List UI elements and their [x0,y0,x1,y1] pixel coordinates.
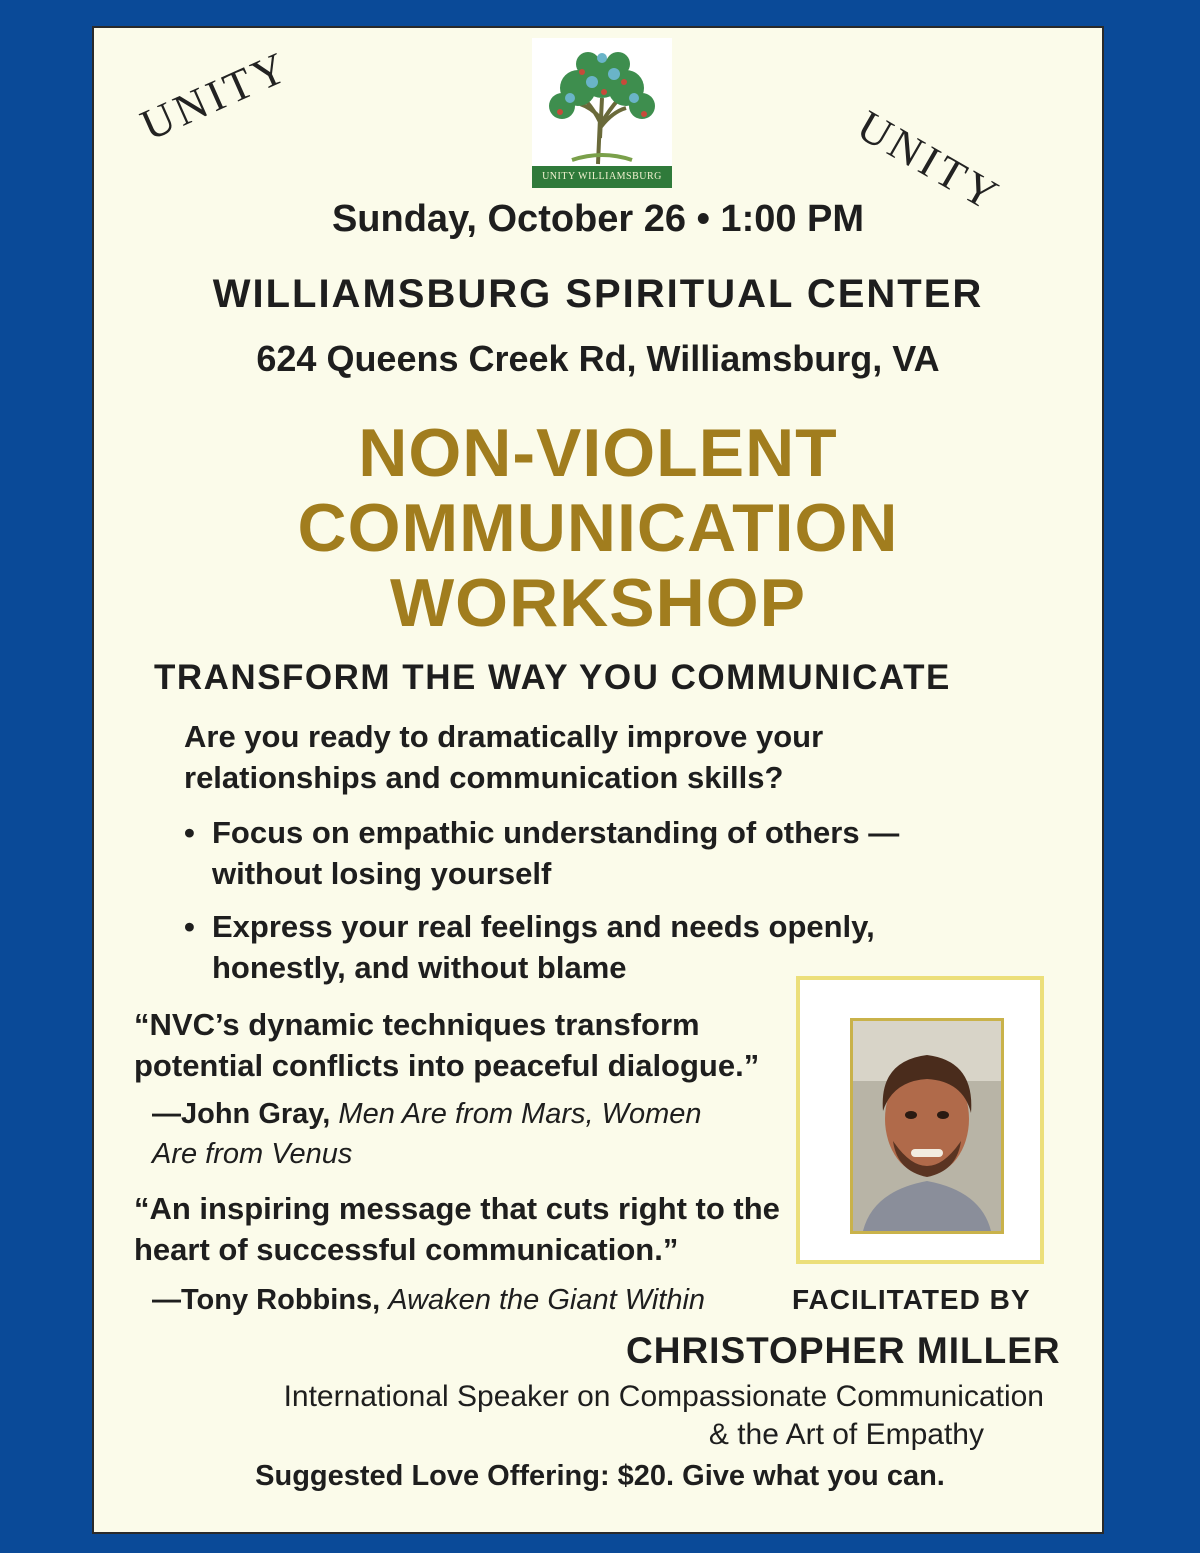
intro-question: Are you ready to dramatically improve your relationships and communication skills? [184,719,824,795]
facilitated-by-label: FACILITATED BY [792,1284,1031,1315]
title-line-1: NON-VIOLENT [358,415,838,491]
quote-author: —Tony Robbins, [152,1284,381,1316]
facilitator-photo-frame [796,976,1044,1264]
bullet-item [184,812,944,894]
facilitator-name: CHRISTOPHER MILLER [626,1330,1061,1371]
quote-attribution [152,1280,802,1320]
title-line-3: WORKSHOP [390,565,806,641]
unity-williamsburg-logo [532,38,672,188]
bullet-text: Express your real feelings and needs openly, honestly, and without blame [212,909,875,985]
facilitator-title-line-2: & the Art of Empathy [708,1418,984,1451]
quote-source: Men Are from Mars, Women Are from Venus [152,1098,702,1170]
tagline: TRANSFORM THE WAY YOU COMMUNICATE [154,658,951,697]
logo-caption: UNITY WILLIAMSBURG [532,166,672,188]
event-date-time: Sunday, October 26 • 1:00 PM [331,198,865,240]
quote-john-gray: “NVC’s dynamic techniques transform potential conflicts into peaceful dialogue.” [134,1007,760,1083]
flyer [92,26,1104,1534]
love-offering: Suggested Love Offering: $20. Give what you can. [255,1460,945,1492]
quote-source: Awaken the Giant Within [388,1284,706,1316]
facilitator-title-line-1: International Speaker on Compassionate Communication [283,1380,1044,1413]
bullet-dot-icon: • [184,909,195,944]
workshop-title [94,416,1102,641]
quote-tony-robbins: “An inspiring message that cuts right to the heart of successful communication.” [134,1191,780,1267]
quote-author: —John Gray, [152,1098,331,1130]
tree-icon [532,38,672,166]
bullet-text: Focus on empathic understanding of others — without losing yourself [212,815,900,891]
facilitator-title [234,1378,1044,1454]
unity-arch-right: UNITY [849,100,1010,222]
quote-attribution [152,1094,752,1174]
title-line-2: COMMUNICATION [297,490,899,566]
venue-name: WILLIAMSBURG SPIRITUAL CENTER [212,272,984,316]
portrait-icon [853,1021,1001,1231]
facilitator-photo [850,1018,1004,1234]
bullet-dot-icon: • [184,815,195,850]
venue-address: 624 Queens Creek Rd, Williamsburg, VA [256,338,940,379]
unity-arch-left: UNITY [133,41,297,151]
